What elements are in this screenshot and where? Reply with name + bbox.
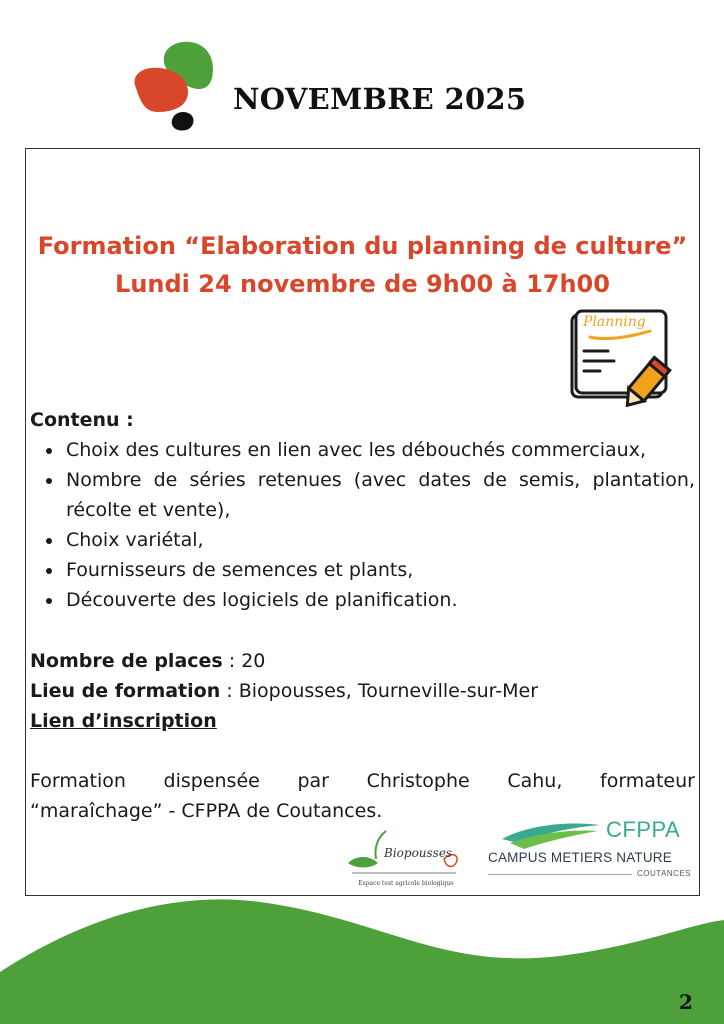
registration-row — [30, 706, 695, 736]
credit-line-1 — [30, 766, 695, 796]
event-title-line: Formation “Elaboration du planning de culture” — [37, 232, 688, 260]
content-list — [30, 435, 695, 615]
credit-line-2: “maraîchage” - CFPPA de Coutances. — [30, 800, 383, 822]
list-item: Découverte des logiciels de planification. — [30, 585, 695, 615]
places-value: : 20 — [222, 650, 266, 672]
footer-wave — [0, 880, 724, 1024]
content-section — [30, 405, 695, 615]
location-row — [30, 676, 695, 706]
event-card — [25, 148, 700, 896]
credit-word: formateur — [600, 770, 695, 792]
planning-illustration-label: Planning — [583, 314, 646, 330]
list-item: Fournisseurs de semences et plants, — [30, 555, 695, 585]
credit-word: Christophe — [366, 770, 470, 792]
credit-word: par — [297, 770, 329, 792]
location-value: : Biopousses, Tourneville-sur-Mer — [220, 680, 539, 702]
biopousses-name: Biopousses — [384, 846, 453, 860]
info-section — [30, 646, 695, 736]
list-item: Choix variétal, — [30, 525, 695, 555]
biopousses-tagline: Espace test agricole biologique — [358, 880, 454, 887]
cfppa-city: COUTANCES — [637, 869, 692, 878]
page-number: 2 — [679, 990, 693, 1014]
location-label: Lieu de formation — [30, 680, 221, 702]
places-row — [30, 646, 695, 676]
list-item: Choix des cultures en lien avec les débouchés commerciaux, — [30, 435, 695, 465]
credit-word: Cahu, — [507, 770, 563, 792]
organization-logo — [128, 40, 218, 135]
event-title — [26, 227, 699, 303]
content-label: Contenu : — [30, 409, 134, 431]
event-date-line: Lundi 24 novembre de 9h00 à 17h00 — [115, 270, 610, 298]
page-title: NOVEMBRE 2025 — [233, 82, 527, 116]
credit-word: dispensée — [163, 770, 260, 792]
places-label: Nombre de places — [30, 650, 223, 672]
cfppa-divider — [488, 874, 632, 875]
cfppa-name: CFPPA — [606, 817, 681, 842]
credit-word: Formation — [30, 770, 126, 792]
list-item: Nombre de séries retenues (avec dates de semis, plantation, récolte et vente), — [30, 465, 695, 525]
logo-black-pebble — [172, 112, 194, 131]
registration-link[interactable]: Lien d’inscription — [30, 710, 217, 732]
cfppa-subtitle: CAMPUS METIERS NATURE — [488, 850, 672, 865]
